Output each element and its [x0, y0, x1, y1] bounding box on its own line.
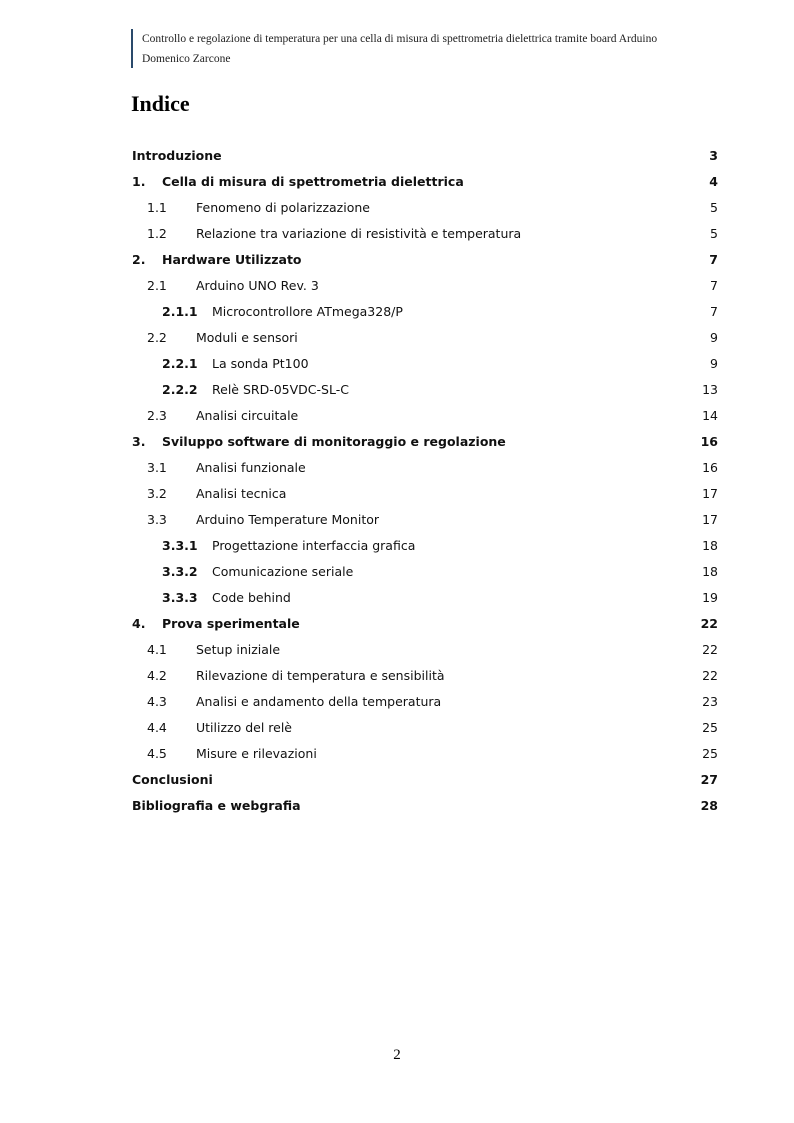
toc-entry-title: Progettazione interfaccia grafica	[212, 538, 416, 553]
toc-entry-number: 2.2.1	[162, 356, 198, 371]
toc-entry-page: 28	[700, 798, 718, 813]
toc-entry[interactable]	[132, 324, 718, 350]
toc-entry-number: 4.4	[147, 720, 167, 735]
toc-entry-number: 2.3	[147, 408, 167, 423]
toc-entry[interactable]	[132, 194, 718, 220]
toc-entry-page: 22	[700, 616, 718, 631]
toc-entry-title: Arduino Temperature Monitor	[196, 512, 380, 527]
toc-entry-number: 2.	[132, 252, 146, 267]
toc-entry-page: 18	[702, 564, 718, 579]
toc-entry-number: 2.2	[147, 330, 167, 345]
toc-entry-title: Relazione tra variazione di resistività e temperatura	[196, 226, 522, 241]
toc-entry-title: Fenomeno di polarizzazione	[196, 200, 370, 215]
toc-entry-title: Analisi tecnica	[196, 486, 287, 501]
toc-entry-page: 7	[710, 304, 718, 319]
toc-entry[interactable]	[132, 714, 718, 740]
toc-entry[interactable]	[132, 662, 718, 688]
toc-entry-number: 4.3	[147, 694, 167, 709]
toc-entry-number: 3.2	[147, 486, 167, 501]
toc-entry-number: 2.1	[147, 278, 167, 293]
toc-entry-number: 2.2.2	[162, 382, 198, 397]
toc-entry[interactable]	[132, 168, 718, 194]
toc-entry[interactable]	[132, 454, 718, 480]
toc-entry-title: Analisi circuitale	[196, 408, 299, 423]
toc-entry-page: 9	[710, 330, 718, 345]
toc-entry-title: Cella di misura di spettrometria dielettrica	[162, 174, 464, 189]
running-header	[131, 29, 711, 68]
toc-entry-page: 4	[709, 174, 718, 189]
toc-entry-title: Arduino UNO Rev. 3	[196, 278, 319, 293]
toc-entry-page: 13	[702, 382, 718, 397]
toc-entry-number: 4.2	[147, 668, 167, 683]
toc-entry-title: Utilizzo del relè	[196, 720, 293, 735]
toc-entry[interactable]	[132, 480, 718, 506]
toc-entry-page: 18	[702, 538, 718, 553]
toc-entry[interactable]	[132, 766, 718, 792]
toc-entry-title: Setup iniziale	[196, 642, 281, 657]
toc-entry-page: 5	[710, 226, 718, 241]
toc-entry-title: Code behind	[212, 590, 291, 605]
toc-entry-title: Microcontrollore ATmega328/P	[212, 304, 403, 319]
toc-entry[interactable]	[132, 142, 718, 168]
toc-entry[interactable]	[132, 428, 718, 454]
toc-entry-page: 17	[702, 486, 718, 501]
toc-entry-title: Rilevazione di temperatura e sensibilità	[196, 668, 445, 683]
toc-entry-number: 2.1.1	[162, 304, 198, 319]
toc-entry[interactable]	[132, 298, 718, 324]
toc-entry-title: Misure e rilevazioni	[196, 746, 317, 761]
page-title: Indice	[131, 91, 190, 116]
toc-entry-number: 3.3.2	[162, 564, 198, 579]
toc-entry-number: 3.1	[147, 460, 167, 475]
toc-entry[interactable]	[132, 584, 718, 610]
toc-entry[interactable]	[132, 636, 718, 662]
toc-entry-page: 23	[702, 694, 718, 709]
page-number: 2	[393, 1047, 401, 1063]
toc-entry[interactable]	[132, 246, 718, 272]
toc-entry-page: 22	[702, 642, 718, 657]
toc-entry-page: 7	[709, 252, 718, 267]
toc-entry[interactable]	[132, 272, 718, 298]
toc-entry-page: 16	[702, 460, 718, 475]
toc-entry-number: 1.	[132, 174, 146, 189]
toc-entry-page: 22	[702, 668, 718, 683]
toc-entry-number: 3.3.3	[162, 590, 198, 605]
toc-entry[interactable]	[132, 376, 718, 402]
toc-entry[interactable]	[132, 688, 718, 714]
toc-entry-title: Sviluppo software di monitoraggio e regolazione	[162, 434, 506, 449]
toc-entry[interactable]	[132, 220, 718, 246]
toc-entry[interactable]	[132, 506, 718, 532]
toc-entry-page: 27	[700, 772, 718, 787]
toc-entry-title: Prova sperimentale	[162, 616, 300, 631]
toc-entry-title: Hardware Utilizzato	[162, 252, 302, 267]
header-author: Domenico Zarcone	[142, 53, 231, 65]
toc-entry[interactable]	[132, 350, 718, 376]
toc-entry-page: 3	[709, 148, 718, 163]
toc-entry-page: 5	[710, 200, 718, 215]
toc-entry[interactable]	[132, 532, 718, 558]
toc-entry-title: Introduzione	[132, 148, 222, 163]
table-of-contents	[132, 142, 718, 818]
toc-entry[interactable]	[132, 792, 718, 818]
toc-entry[interactable]	[132, 558, 718, 584]
header-title: Controllo e regolazione di temperatura per una cella di misura di spettrometria dielettrica tramite board Arduino	[142, 33, 658, 45]
toc-entry-page: 9	[710, 356, 718, 371]
toc-entry-number: 3.3.1	[162, 538, 198, 553]
toc-entry-number: 4.	[132, 616, 146, 631]
toc-entry[interactable]	[132, 610, 718, 636]
toc-entry-title: Moduli e sensori	[196, 330, 298, 345]
toc-entry-number: 1.1	[147, 200, 167, 215]
toc-entry-title: Conclusioni	[132, 772, 213, 787]
toc-entry-page: 14	[702, 408, 718, 423]
toc-entry-title: Relè SRD-05VDC-SL-C	[212, 382, 349, 397]
toc-entry[interactable]	[132, 402, 718, 428]
toc-entry-page: 7	[710, 278, 718, 293]
toc-entry-page: 25	[702, 746, 718, 761]
toc-entry-number: 3.3	[147, 512, 167, 527]
toc-entry-title: Analisi e andamento della temperatura	[196, 694, 442, 709]
toc-entry-page: 16	[700, 434, 718, 449]
toc-entry-title: Bibliografia e webgrafia	[132, 798, 301, 813]
toc-entry-number: 4.1	[147, 642, 167, 657]
toc-entry-title: Analisi funzionale	[196, 460, 306, 475]
toc-entry[interactable]	[132, 740, 718, 766]
toc-entry-page: 19	[702, 590, 718, 605]
toc-entry-number: 1.2	[147, 226, 167, 241]
toc-entry-page: 17	[702, 512, 718, 527]
toc-entry-title: La sonda Pt100	[212, 356, 309, 371]
toc-entry-number: 4.5	[147, 746, 167, 761]
toc-entry-number: 3.	[132, 434, 146, 449]
toc-entry-title: Comunicazione seriale	[212, 564, 354, 579]
toc-entry-page: 25	[702, 720, 718, 735]
